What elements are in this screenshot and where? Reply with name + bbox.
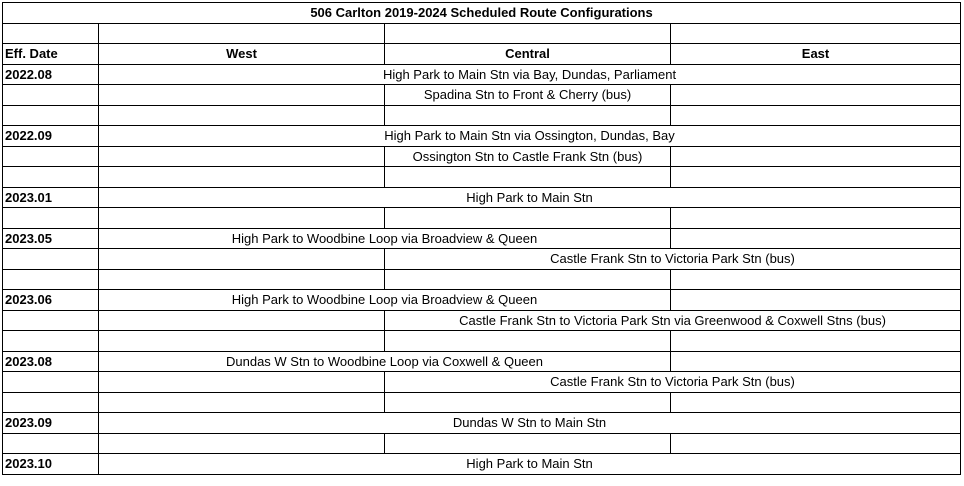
route-sub: Spadina Stn to Front & Cherry (bus) xyxy=(385,85,671,106)
blank-row xyxy=(3,392,961,413)
blank-row xyxy=(3,105,961,126)
eff-date: 2023.05 xyxy=(3,228,99,249)
blank-row xyxy=(3,23,961,44)
title-row xyxy=(3,3,961,24)
table-title: 506 Carlton 2019-2024 Scheduled Route Configurations xyxy=(3,3,961,24)
table-row xyxy=(3,228,961,249)
route-config-table xyxy=(2,2,961,475)
route-main: High Park to Main Stn xyxy=(99,187,961,208)
route-main: High Park to Woodbine Loop via Broadview & Queen xyxy=(99,290,671,311)
header-east: East xyxy=(671,44,961,65)
route-sub: Castle Frank Stn to Victoria Park Stn (bus) xyxy=(385,372,961,393)
header-row xyxy=(3,44,961,65)
blank-row xyxy=(3,269,961,290)
blank-row xyxy=(3,167,961,188)
blank-row xyxy=(3,433,961,454)
table-row xyxy=(3,454,961,475)
eff-date: 2023.06 xyxy=(3,290,99,311)
route-sub: Ossington Stn to Castle Frank Stn (bus) xyxy=(385,146,671,167)
table-row xyxy=(3,126,961,147)
blank-row xyxy=(3,208,961,229)
header-eff-date: Eff. Date xyxy=(3,44,99,65)
header-central: Central xyxy=(385,44,671,65)
route-main: Dundas W Stn to Woodbine Loop via Coxwell & Queen xyxy=(99,351,671,372)
table-row xyxy=(3,290,961,311)
eff-date: 2023.10 xyxy=(3,454,99,475)
eff-date: 2023.08 xyxy=(3,351,99,372)
table-row xyxy=(3,310,961,331)
table-row xyxy=(3,146,961,167)
route-main: High Park to Main Stn via Ossington, Dundas, Bay xyxy=(99,126,961,147)
table-row xyxy=(3,85,961,106)
route-sub: Castle Frank Stn to Victoria Park Stn via Greenwood & Coxwell Stns (bus) xyxy=(385,310,961,331)
eff-date: 2023.01 xyxy=(3,187,99,208)
table-row xyxy=(3,413,961,434)
blank-row xyxy=(3,331,961,352)
eff-date: 2022.08 xyxy=(3,64,99,85)
table-row xyxy=(3,249,961,270)
table-row xyxy=(3,64,961,85)
table-row xyxy=(3,187,961,208)
route-main: Dundas W Stn to Main Stn xyxy=(99,413,961,434)
table-row xyxy=(3,351,961,372)
route-main: High Park to Woodbine Loop via Broadview & Queen xyxy=(99,228,671,249)
route-main: High Park to Main Stn xyxy=(99,454,961,475)
route-main: High Park to Main Stn via Bay, Dundas, Parliament xyxy=(99,64,961,85)
eff-date: 2023.09 xyxy=(3,413,99,434)
header-west: West xyxy=(99,44,385,65)
route-sub: Castle Frank Stn to Victoria Park Stn (bus) xyxy=(385,249,961,270)
table-row xyxy=(3,372,961,393)
eff-date: 2022.09 xyxy=(3,126,99,147)
